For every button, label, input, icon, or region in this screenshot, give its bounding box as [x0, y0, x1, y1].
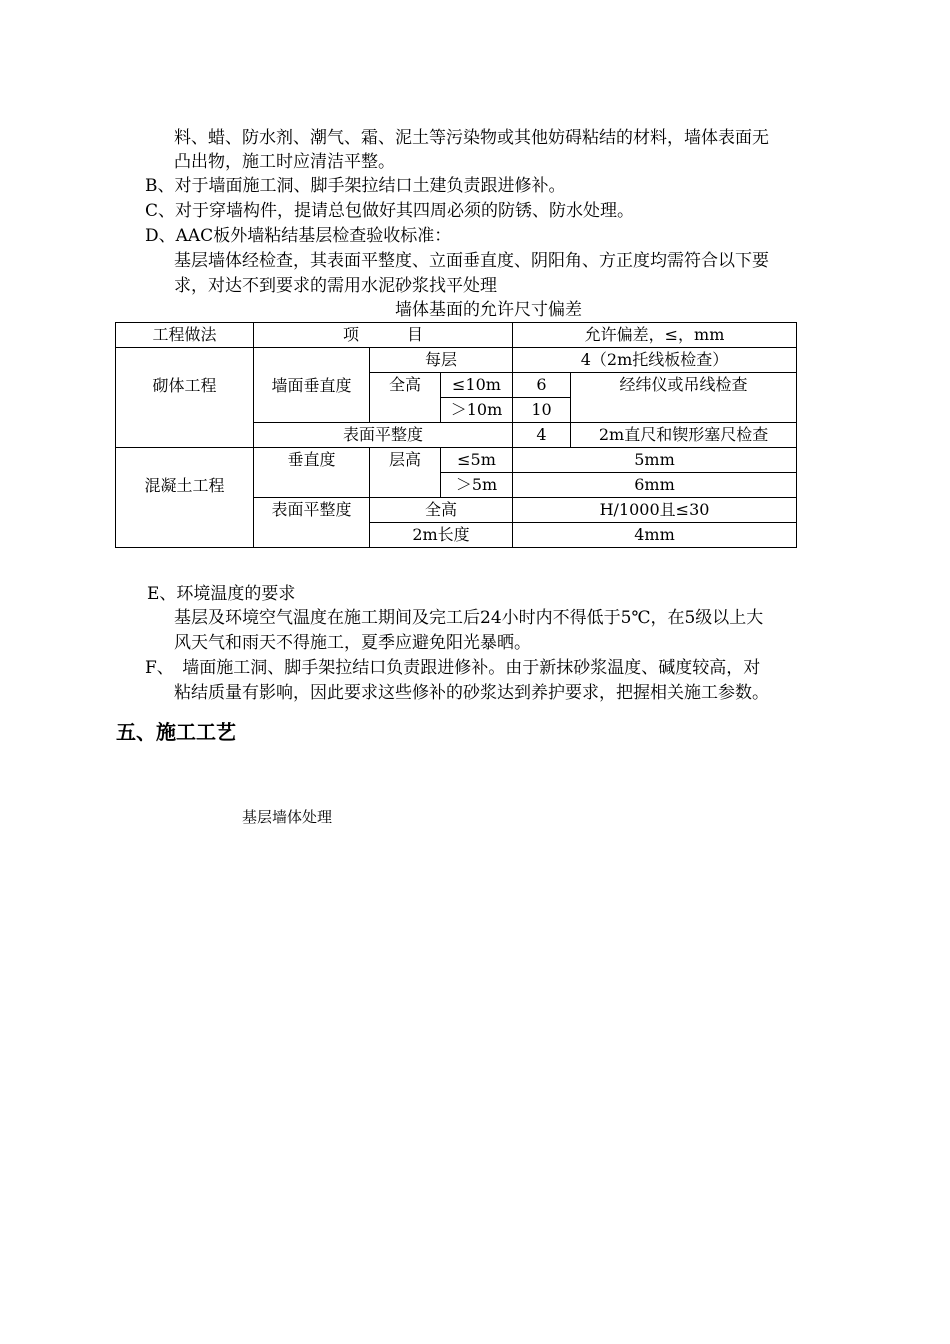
item-cell: ＞5m: [441, 473, 513, 498]
value-cell: 6mm: [513, 473, 797, 498]
item-cell: 全高: [370, 373, 441, 423]
item-cell: 垂直度: [254, 448, 370, 498]
value-cell: 4: [513, 423, 571, 448]
table-row: [116, 448, 797, 473]
paragraph-line: 料、蜡、防水剂、潮气、霜、泥土等污染物或其他妨碍粘结的材料，墙体表面无: [174, 128, 769, 148]
paragraph-line: 粘结质量有影响，因此要求这些修补的砂浆达到养护要求，把握相关施工参数。: [174, 683, 769, 703]
item-cell: 2m长度: [370, 523, 513, 548]
category-cell: 砌体工程: [116, 348, 254, 448]
header-cell: 项 目: [254, 323, 513, 348]
table-row: [116, 348, 797, 373]
item-cell: ＞10m: [441, 398, 513, 423]
item-cell: ≤5m: [441, 448, 513, 473]
item-f: F、 墙面施工洞、脚手架拉结口负责跟进修补。由于新抹砂浆温度、碱度较高，对: [145, 658, 761, 678]
value-cell: 4mm: [513, 523, 797, 548]
header-cell: 工程做法: [116, 323, 254, 348]
item-b: B、对于墙面施工洞、脚手架拉结口土建负责跟进修补。: [145, 176, 566, 196]
value-cell: 4（2m托线板检查）: [513, 348, 797, 373]
category-cell: 混凝土工程: [116, 448, 254, 548]
item-cell: 全高: [370, 498, 513, 523]
value-cell: 6: [513, 373, 571, 398]
method-cell: 2m直尺和锲形塞尺检查: [571, 423, 797, 448]
paragraph-line: 凸出物，施工时应清洁平整。: [174, 152, 395, 172]
item-cell: 层高: [370, 448, 441, 498]
value-cell: 10: [513, 398, 571, 423]
table-caption: 墙体基面的允许尺寸偏差: [395, 300, 582, 320]
item-e-title: E、环境温度的要求: [147, 584, 296, 604]
header-cell: 允许偏差，≤，mm: [513, 323, 797, 348]
item-cell: 表面平整度: [254, 498, 370, 548]
item-d: D、AAC板外墙粘结基层检查验收标准：: [145, 226, 452, 246]
item-cell: 表面平整度: [254, 423, 513, 448]
method-cell: 经纬仪或吊线检查: [571, 373, 797, 423]
paragraph-line: 基层及环境空气温度在施工期间及完工后24小时内不得低于5℃，在5级以上大: [174, 608, 764, 628]
section-heading: 五、施工工艺: [116, 720, 236, 744]
paragraph-line: 基层墙体经检查，其表面平整度、立面垂直度、阴阳角、方正度均需符合以下要: [174, 251, 769, 271]
item-c: C、对于穿墙构件，提请总包做好其四周必须的防锈、防水处理。: [145, 201, 635, 221]
tolerance-table: [115, 322, 797, 548]
diagram-label: 基层墙体处理: [242, 808, 333, 826]
value-cell: 5mm: [513, 448, 797, 473]
item-cell: 墙面垂直度: [254, 348, 370, 423]
paragraph-line: 求，对达不到要求的需用水泥砂浆找平处理: [174, 276, 497, 296]
table-header-row: [116, 323, 797, 348]
paragraph-line: 风天气和雨天不得施工，夏季应避免阳光暴晒。: [174, 633, 531, 653]
item-cell: 每层: [370, 348, 513, 373]
value-cell: H/1000且≤30: [513, 498, 797, 523]
item-cell: ≤10m: [441, 373, 513, 398]
